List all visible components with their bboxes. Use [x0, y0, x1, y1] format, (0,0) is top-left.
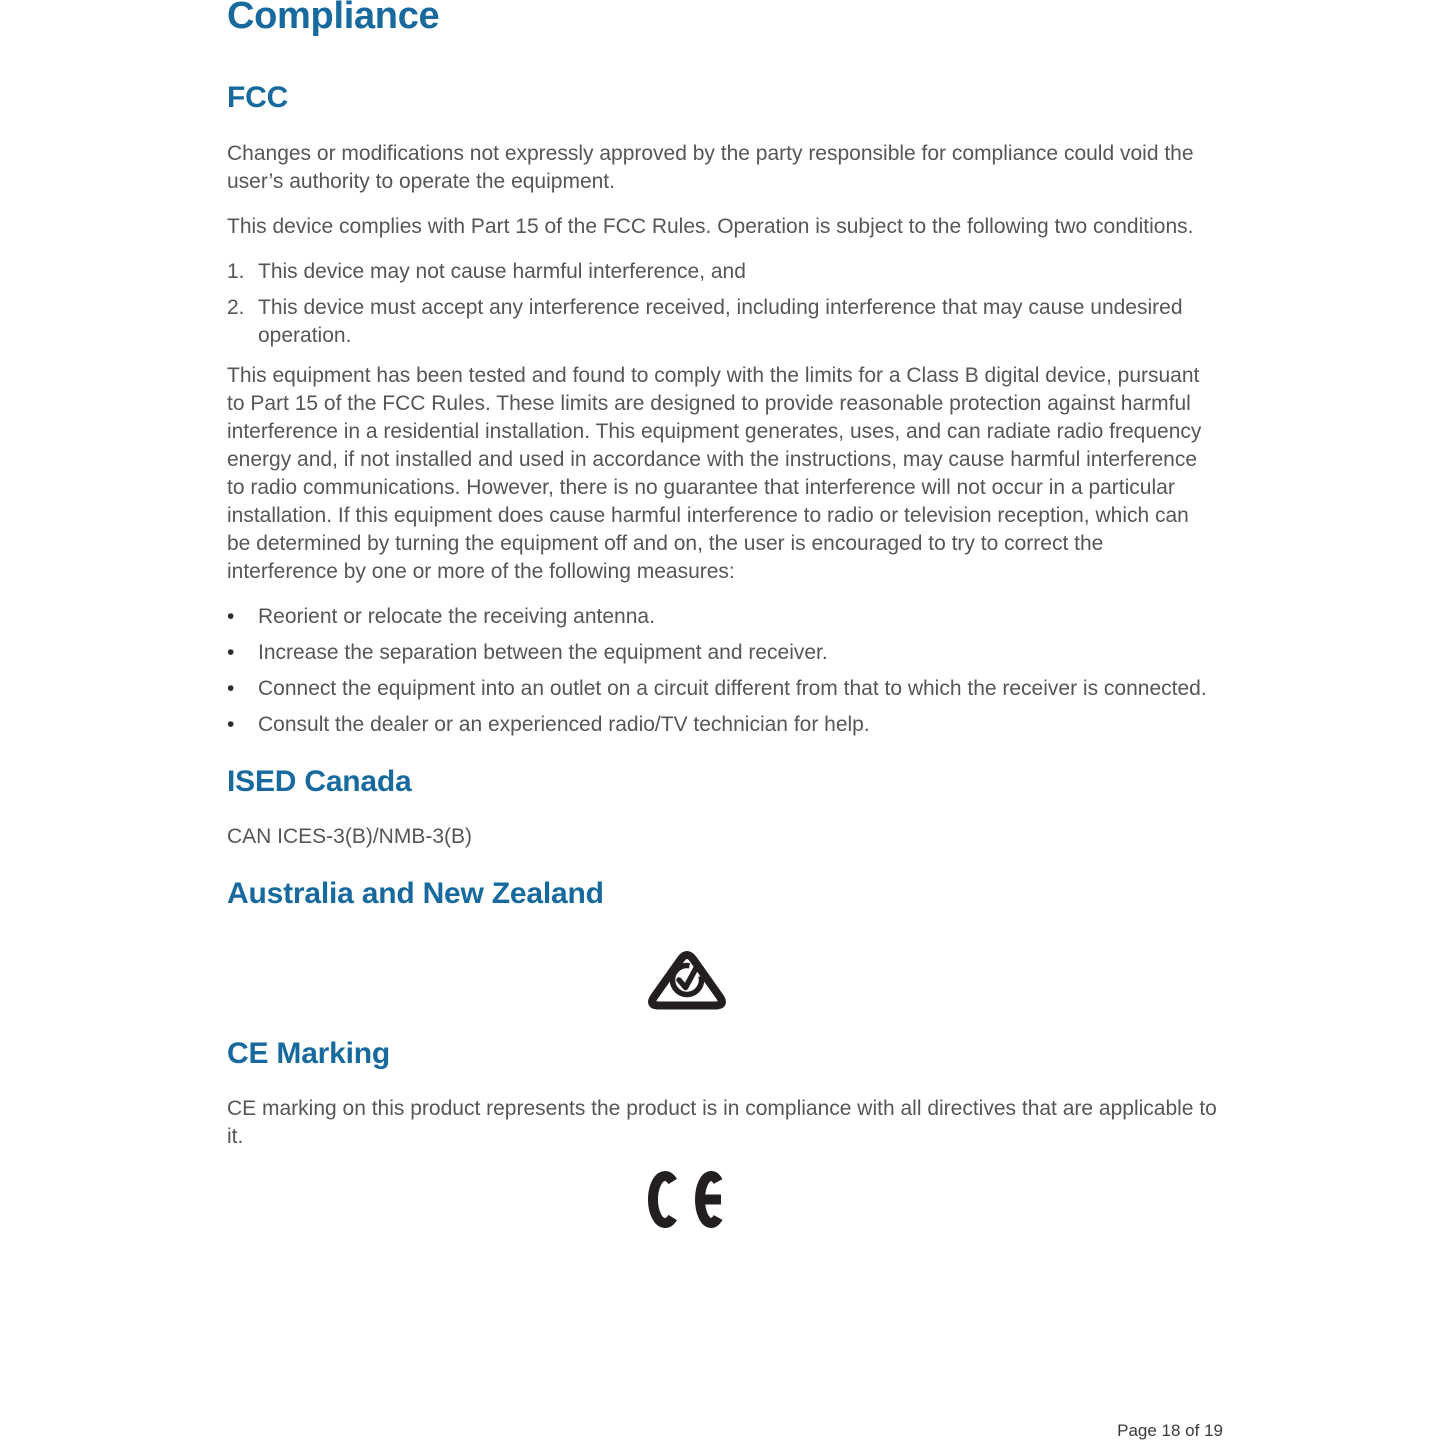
section-ised-canada — [227, 765, 1217, 852]
list-item — [227, 675, 1217, 703]
list-item — [227, 711, 1217, 739]
ised-body: CAN ICES-3(B)/NMB-3(B) — [227, 825, 473, 848]
bullet-icon: • — [227, 604, 235, 628]
list-item-number: 1. — [227, 259, 245, 283]
list-item — [227, 258, 1217, 286]
fcc-paragraph-1: Changes or modifications not expressly approved by the party responsible for compliance could void the user’s authority to operate the equipment. — [227, 141, 1194, 193]
list-item-text: Reorient or relocate the receiving antenna. — [258, 604, 655, 628]
bullet-icon: • — [227, 676, 235, 700]
anz-heading: Australia and New Zealand — [227, 877, 604, 910]
page-number: Page 18 of 19 — [1117, 1421, 1223, 1440]
list-item — [227, 603, 1217, 631]
fcc-heading: FCC — [227, 81, 289, 114]
section-ce-marking — [227, 1037, 1217, 1229]
bullet-icon: • — [227, 640, 235, 664]
ce-heading: CE Marking — [227, 1036, 391, 1070]
fcc-measures-list — [227, 603, 1217, 739]
page-title: Compliance — [227, 0, 440, 37]
list-item-text: Consult the dealer or an experienced radio/TV technician for help. — [258, 712, 870, 736]
list-item-text: Increase the separation between the equipment and receiver. — [258, 640, 828, 664]
fcc-paragraph-2: This device complies with Part 15 of the FCC Rules. Operation is subject to the following two conditions. — [227, 214, 1194, 238]
ce-mark-icon — [648, 1171, 1217, 1228]
fcc-conditions-list — [227, 258, 1217, 350]
rcm-mark-icon — [642, 945, 1217, 1011]
list-item — [227, 639, 1217, 667]
list-item — [227, 294, 1217, 350]
list-item-number: 2. — [227, 295, 245, 319]
section-fcc — [227, 81, 1217, 739]
list-item-text: This device may not cause harmful interference, and — [258, 259, 746, 283]
fcc-paragraph-3: This equipment has been tested and found to comply with the limits for a Class B digital device, pursuant to Part 15 of the FCC Rules. These limits are designed to provide reasonable protection against harmful interference in a residential installation. This equipment generates, uses, and can radiate radio frequency energy and, if not installed and used in accordance with the instructions, may cause harmful interference to radio communications. However, there is no guarantee that interference will not occur in a particular installation. If this equipment does cause harmful interference to radio or television reception, which can be determined by turning the equipment off and on, the user is encouraged to try to correct the interference by one or more of the following measures: — [227, 363, 1202, 583]
ce-body: CE marking on this product represents the product is in compliance with all directives that are applicable to it. — [227, 1097, 1217, 1148]
bullet-icon: • — [227, 712, 235, 736]
ised-heading: ISED Canada — [227, 764, 412, 798]
list-item-text: This device must accept any interference received, including interference that may cause undesired operation. — [258, 295, 1183, 347]
section-australia-new-zealand — [227, 877, 1217, 1011]
list-item-text: Connect the equipment into an outlet on a circuit different from that to which the receiver is connected. — [258, 676, 1207, 700]
